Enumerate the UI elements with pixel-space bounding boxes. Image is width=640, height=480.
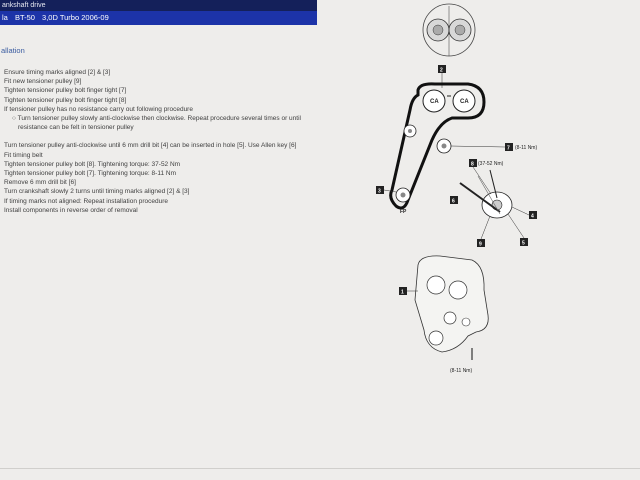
vehicle-model: BT-50 — [14, 13, 35, 22]
step-13: Install components in reverse order of removal — [4, 206, 138, 214]
step-5-sub-text: Turn tensioner pulley slowly anti-clockwise then clockwise. Repeat procedure several times or until resistance can be felt in tensioner pulley — [17, 115, 301, 132]
cam-timing-mark-detail — [423, 4, 475, 56]
callout-2-label: 2 — [440, 67, 443, 74]
torque-bottom: (8-11 Nm) — [450, 368, 473, 374]
step-11: Turn crankshaft slowly 2 turns until timing marks aligned [2] & [3] — [4, 188, 190, 196]
callout-1-label: 1 — [401, 289, 404, 296]
vehicle-header-bar — [0, 11, 317, 25]
window-title-bar — [0, 0, 317, 11]
step-3: Tighten tensioner pulley bolt finger tight [7] — [4, 87, 127, 95]
section-title: allation — [1, 46, 25, 55]
timing-cover — [415, 256, 488, 352]
step-5-sub: ○ Turn tensioner pulley slowly anti-clockwise then clockwise. Repeat procedure several times or until resistance can be felt in tensioner pulley — [12, 115, 301, 132]
step-10: Remove 6 mm drill bit [6] — [4, 179, 76, 187]
step-12: If timing marks not aligned: Repeat installation procedure — [4, 197, 169, 205]
step-7: Fit timing belt — [4, 151, 43, 159]
step-5: If tensioner pulley has no resistance carry out following procedure — [4, 105, 193, 113]
bottom-divider — [0, 468, 640, 469]
torque-7: (8-11 Nm) — [515, 145, 538, 151]
instruction-list — [0, 68, 318, 215]
torque-8: (37-52 Nm) — [478, 161, 504, 167]
step-4: Tighten tensioner pulley bolt finger tight [8] — [4, 96, 127, 104]
tensioner-detail — [460, 170, 512, 218]
callout-9-label: 9 — [479, 241, 482, 248]
callout-6-label: 6 — [452, 198, 455, 205]
step-6: Turn tensioner pulley anti-clockwise until 6 mm drill bit [4] can be inserted in hole [5]. Use Allen key [6] — [4, 142, 297, 150]
step-2: Fit new tensioner pulley [9] — [4, 78, 82, 86]
model-prefix: la — [2, 13, 8, 22]
step-8: Tighten tensioner pulley bolt [8]. Tightening torque: 37-52 Nm — [4, 160, 181, 168]
window-title: ankshaft drive — [2, 2, 46, 9]
step-1: Ensure timing marks aligned [2] & [3] — [4, 69, 111, 76]
cam-label-left: CA — [430, 99, 439, 105]
crank-label: FP — [400, 209, 407, 215]
callout-8-label: 8 — [471, 161, 474, 168]
callout-4-label: 4 — [531, 213, 534, 220]
timing-belt-diagram — [360, 0, 560, 380]
step-9: Tighten tensioner pulley bolt [7]. Tightening torque: 8-11 Nm — [4, 170, 176, 178]
callout-5-label: 5 — [522, 240, 525, 247]
callout-7-label: 7 — [507, 145, 510, 152]
engine-description: 3,0D Turbo 2006-09 — [42, 13, 109, 22]
callout-3-label: 3 — [378, 188, 381, 195]
cam-label-right: CA — [460, 99, 469, 105]
